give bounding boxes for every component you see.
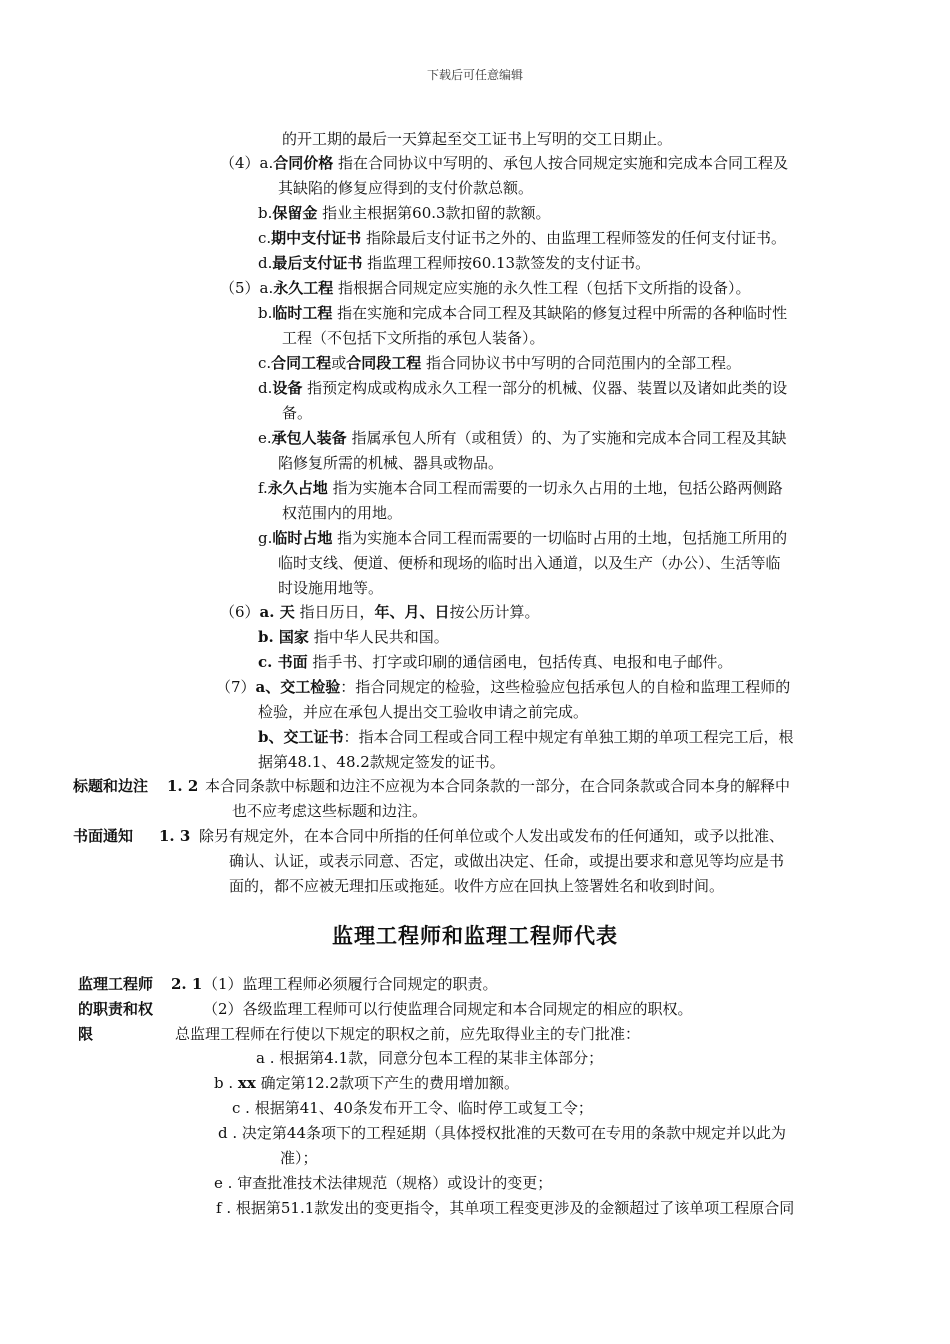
definition-5e: e.承包人装备 指属承包人所有（或租赁）的、为了实施和完成本合同工程及其缺 [258,429,787,447]
definition-5b: b.临时工程 指在实施和完成本合同工程及其缺陷的修复过程中所需的各种临时性 [258,304,788,322]
page-header: 下载后可任意编辑 [426,68,523,82]
text-line: 陷修复所需的机械、器具或物品。 [278,454,504,472]
clause-number: 2. 1 [171,975,203,993]
text-line: 备。 [282,404,313,422]
list-item: a . 根据第4.1款，同意分包本工程的某非主体部分； [256,1049,604,1067]
definition-5f: f.永久占地 指为实施本合同工程而需要的一切永久占用的土地，包括公路两侧路 [258,479,783,497]
definition-6c: c. 书面 指手书、打字或印刷的通信函电，包括传真、电报和电子邮件。 [258,653,733,671]
text-line: 其缺陷的修复应得到的支付价款总额。 [278,179,534,197]
definition-4b: b.保留金 指业主根据第60.3款扣留的款额。 [258,204,551,222]
definition-5a: （5）a.永久工程 指根据合同规定应实施的永久性工程（包括下文所指的设备）。 [220,279,751,297]
definition-7b: b、交工证书：指本合同工程或合同工程中规定有单独工期的单项工程完工后，根 [258,728,794,746]
clause-text: 本合同条款中标题和边注不应视为本合同条款的一部分，在合同条款或合同本身的解释中 [205,777,791,795]
text-line: 检验，并应在承包人提出交工验收申请之前完成。 [258,703,589,721]
list-item: d . 决定第44条项下的工程延期（具体授权批准的天数可在专用的条款中规定并以此为 [218,1124,787,1142]
text-line: 的开工期的最后一天算起至交工证书上写明的交工日期止。 [282,130,673,148]
text-line: 工程（不包括下文所指的承包人装备）。 [282,329,545,347]
list-item: e . 审查批准技术法律规范（规格）或设计的变更； [214,1174,553,1192]
clause-number: 1. 2 [167,777,199,795]
text-line: 准）； [280,1149,318,1167]
definition-6a: （6）a. 天 指日历日，年、月、日按公历计算。 [220,603,540,621]
definition-7a: （7）a、交工检验：指合同规定的检验，这些检验应包括承包人的自检和监理工程师的 [216,678,791,696]
text-line: 面的，都不应被无理扣压或拖延。收件方应在回执上签署姓名和收到时间。 [229,877,725,895]
definition-4c: c.期中支付证书 指除最后支付证书之外的、由监理工程师签发的任何支付证书。 [258,229,786,247]
clause-text: 总监理工程师在行使以下规定的职权之前，应先取得业主的专门批准： [175,1025,641,1043]
margin-note: 限 [78,1025,94,1043]
text-line: 临时支线、便道、便桥和现场的临时出入通道，以及生产（办公）、生活等临 [278,554,781,572]
section-title: 监理工程师和监理工程师代表 [332,923,618,948]
definition-4d: d.最后支付证书 指监理工程师按60.13款签发的支付证书。 [258,254,651,272]
margin-note: 书面通知 [73,827,134,845]
text-line: 时设施用地等。 [278,579,384,597]
clause-text: （2）各级监理工程师可以行使监理合同规定和本合同规定的相应的职权。 [203,1000,693,1018]
margin-note: 的职责和权 [78,1000,154,1018]
definition-5g: g.临时占地 指为实施本合同工程而需要的一切临时占用的土地，包括施工所用的 [258,529,788,547]
clause-text: （1）监理工程师必须履行合同规定的职责。 [203,975,498,993]
clause-text: 除另有规定外，在本合同中所指的任何单位或个人发出或发布的任何通知，或予以批准、 [199,827,785,845]
text-line: 据第48.1、48.2款规定签发的证书。 [258,753,505,771]
text-line: 也不应考虑这些标题和边注。 [232,802,428,820]
text-line: 确认、认证，或表示同意、否定，或做出决定、任命，或提出要求和意见等均应是书 [229,852,785,870]
definition-6b: b. 国家 指中华人民共和国。 [258,628,449,646]
definition-5d: d.设备 指预定构成或构成永久工程一部分的机械、仪器、装置以及诸如此类的设 [258,379,788,397]
clause-number: 1. 3 [159,827,191,845]
list-item: c . 根据第41、40条发布开工令、临时停工或复工令； [232,1099,593,1117]
list-item: f . 根据第51.1款发出的变更指令，其单项工程变更涉及的金额超过了该单项工程原合同 [216,1199,795,1217]
text-line: 权范围内的用地。 [282,504,403,522]
margin-note: 标题和边注 [73,777,149,795]
margin-note: 监理工程师 [78,975,154,993]
list-item: b . xx 确定第12.2款项下产生的费用增加额。 [214,1074,519,1092]
definition-5c: c.合同工程或合同段工程 指合同协议书中写明的合同范围内的全部工程。 [258,354,741,372]
definition-4a: （4）a.合同价格 指在合同协议中写明的、承包人按合同规定实施和完成本合同工程及 [220,154,789,172]
